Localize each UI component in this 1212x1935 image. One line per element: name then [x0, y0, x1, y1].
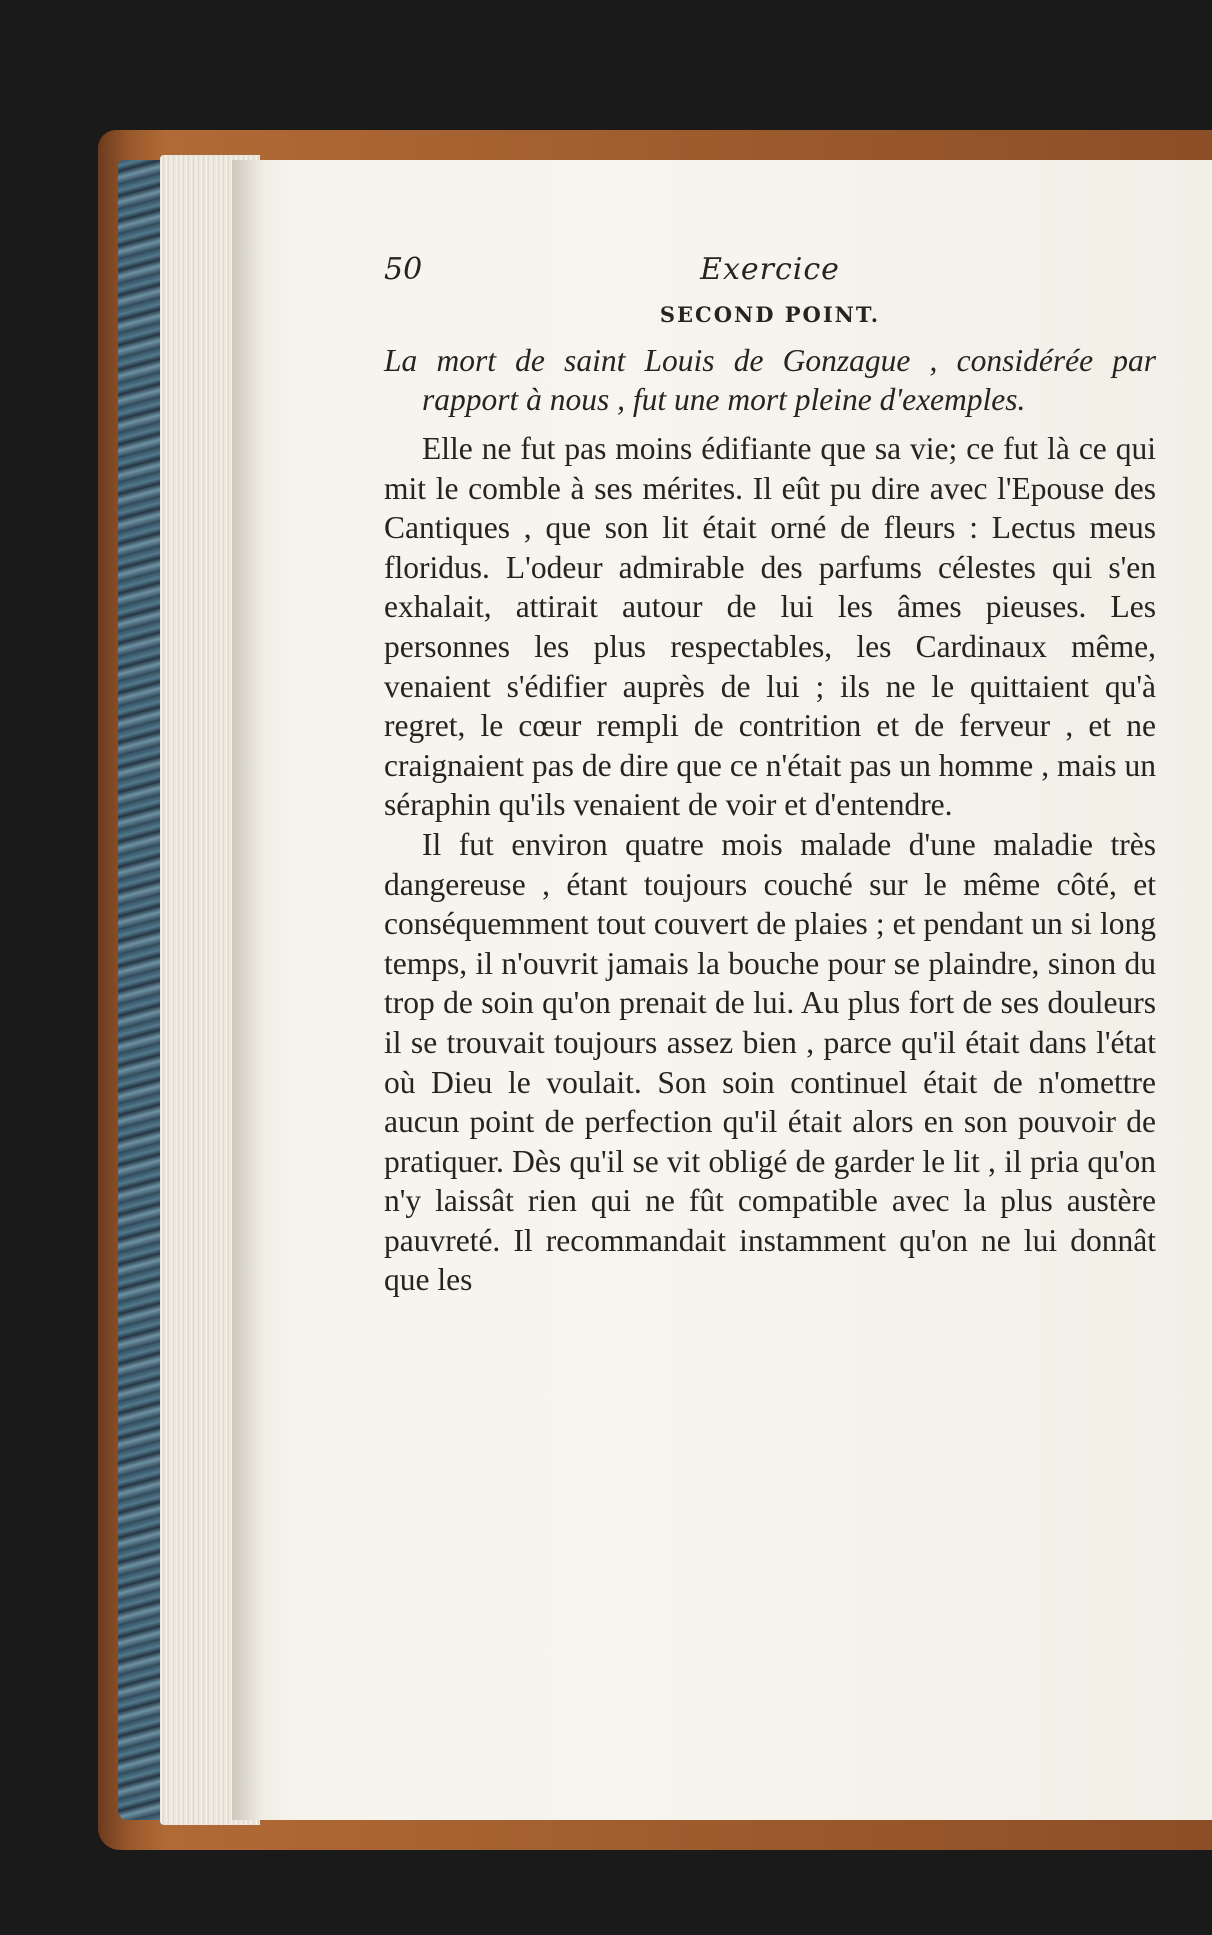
- marbled-endpaper: [118, 160, 166, 1820]
- section-summary: La mort de saint Louis de Gonzague , considérée par rapport à nous , fut une mort pleine d'exemples.: [384, 343, 1156, 417]
- page-number: 50: [384, 252, 423, 287]
- running-title: Exercice: [700, 252, 840, 287]
- gutter-shadow: [232, 160, 262, 1820]
- page-text-block: [384, 252, 1156, 1300]
- section-heading: SECOND POINT.: [659, 302, 881, 327]
- running-head: [384, 252, 1156, 296]
- paragraph-2: Il fut environ quatre mois malade d'une maladie très dangereuse , étant toujours couché sur le même côté, et conséquemment tout couvert de plaies ; et pendant un si long temps, il n'ouvrit jamais la bouche pour se plaindre, sinon du trop de soin qu'on prenait de lui. Au plus fort de ses douleurs il se trouvait toujours assez bien , parce qu'il était dans l'état où Dieu le voulait. Son soin continuel était de n'omettre aucun point de perfection qu'il était alors en son pouvoir de pratiquer. Dès qu'il se vit obligé de garder le lit , il pria qu'on n'y laissât rien qui ne fût compatible avec la plus austère pauvreté. Il recommandait instamment qu'on ne lui donnât que les: [384, 826, 1156, 1298]
- paragraph-1: Elle ne fut pas moins édifiante que sa vie; ce fut là ce qui mit le comble à ses mérites. Il eût pu dire avec l'Epouse des Cantiques , que son lit était orné de fleurs : Lectus meus floridus. L'odeur admirable des parfums célestes qui s'en exhalait, attirait autour de lui les âmes pieuses. Les personnes les plus respectables, les Cardinaux même, venaient s'édifier auprès de lui ; ils ne le quittaient qu'à regret, le cœur rempli de contrition et de ferveur , et ne craignaient pas de dire que ce n'était pas un homme , mais un séraphin qu'ils venaient de voir et d'entendre.: [384, 431, 1156, 823]
